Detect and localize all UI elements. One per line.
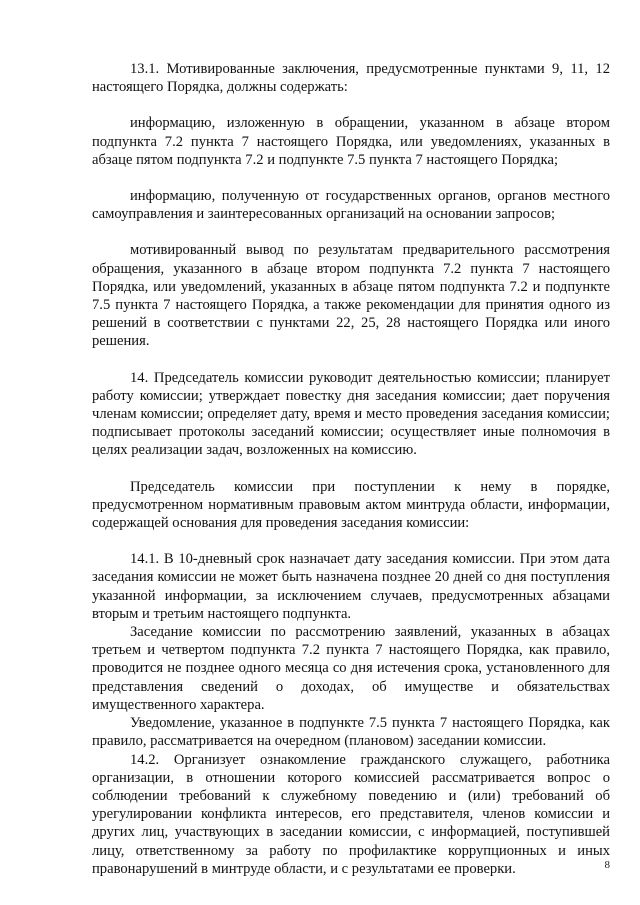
paragraph-14-2: 14.2. Организует ознакомление гражданского служащего, работника организации, в отношении которого комиссией рассматривается вопрос о соблюдении требований к служебному поведению и (или) требований об урегулировании конфликта интересов, его представителя, членов комиссии и других лиц, участвующих в заседании комиссии, с информацией, поступившей лицу, ответственному за работу по профилактике коррупционных и иных правонарушений в минтруде области, и с результатами ее проверки. <box>92 751 610 877</box>
paragraph-item-reasoned-conclusion: мотивированный вывод по результатам предварительного рассмотрения обращения, указанного в абзаце втором подпункта 7.2 пункта 7 настоящего Порядка, или уведомлений, указанных в абзаце пятом подпункта 7.2 и подпункте 7.5 пункта 7 настоящего Порядка, а также рекомендации для принятия одного из решений в соответствии с пунктами 22, 25, 28 настоящего Порядка или иного решения. <box>92 242 610 350</box>
paragraph-14: 14. Председатель комиссии руководит деятельностью комиссии; планирует работу комиссии; утверждает повестку дня заседания комиссии; дает поручения членам комиссии; определяет дату, время и место проведения заседания комиссии; подписывает протоколы заседаний комиссии; осуществляет иные полномочия в целях реализации задач, возложенных на комиссию. <box>92 369 610 459</box>
paragraph-13-1: 13.1. Мотивированные заключения, предусмотренные пунктами 9, 11, 12 настоящего Порядка, должны содержать: <box>92 61 610 96</box>
document-body <box>92 60 610 878</box>
paragraph-item-information-appeal: информацию, изложенную в обращении, указанном в абзаце втором подпункта 7.2 пункта 7 настоящего Порядка, или уведомлениях, указанных в абзаце пятом подпункта 7.2 и подпункте 7.5 пункта 7 настоящего Порядка; <box>92 115 610 168</box>
paragraph-14-1-meeting: Заседание комиссии по рассмотрению заявлений, указанных в абзацах третьем и четвертом подпункта 7.2 пункта 7 настоящего Порядка, как правило, проводится не позднее одного месяца со дня истечения срока, установленного для представления сведений о доходах, об имуществе и обязательствах имущественного характера. <box>92 624 610 713</box>
page-number: 8 <box>604 859 610 871</box>
paragraph-item-information-agencies: информацию, полученную от государственных органов, органов местного самоуправления и заинтересованных организаций на основании запросов; <box>92 188 610 223</box>
paragraph-14-1-notification: Уведомление, указанное в подпункте 7.5 пункта 7 настоящего Порядка, как правило, рассматривается на очередном (плановом) заседании комиссии. <box>92 715 610 750</box>
paragraph-14-1: 14.1. В 10-дневный срок назначает дату заседания комиссии. При этом дата заседания комиссии не может быть назначена позднее 20 дней со дня поступления указанной информации, за исключением случаев, предусмотренных абзацами вторым и третьим настоящего подпункта. <box>92 551 610 622</box>
paragraph-14-chairman: Председатель комиссии при поступлении к нему в порядке, предусмотренном нормативным правовым актом минтруда области, информации, содержащей основания для проведения заседания комиссии: <box>92 478 610 532</box>
